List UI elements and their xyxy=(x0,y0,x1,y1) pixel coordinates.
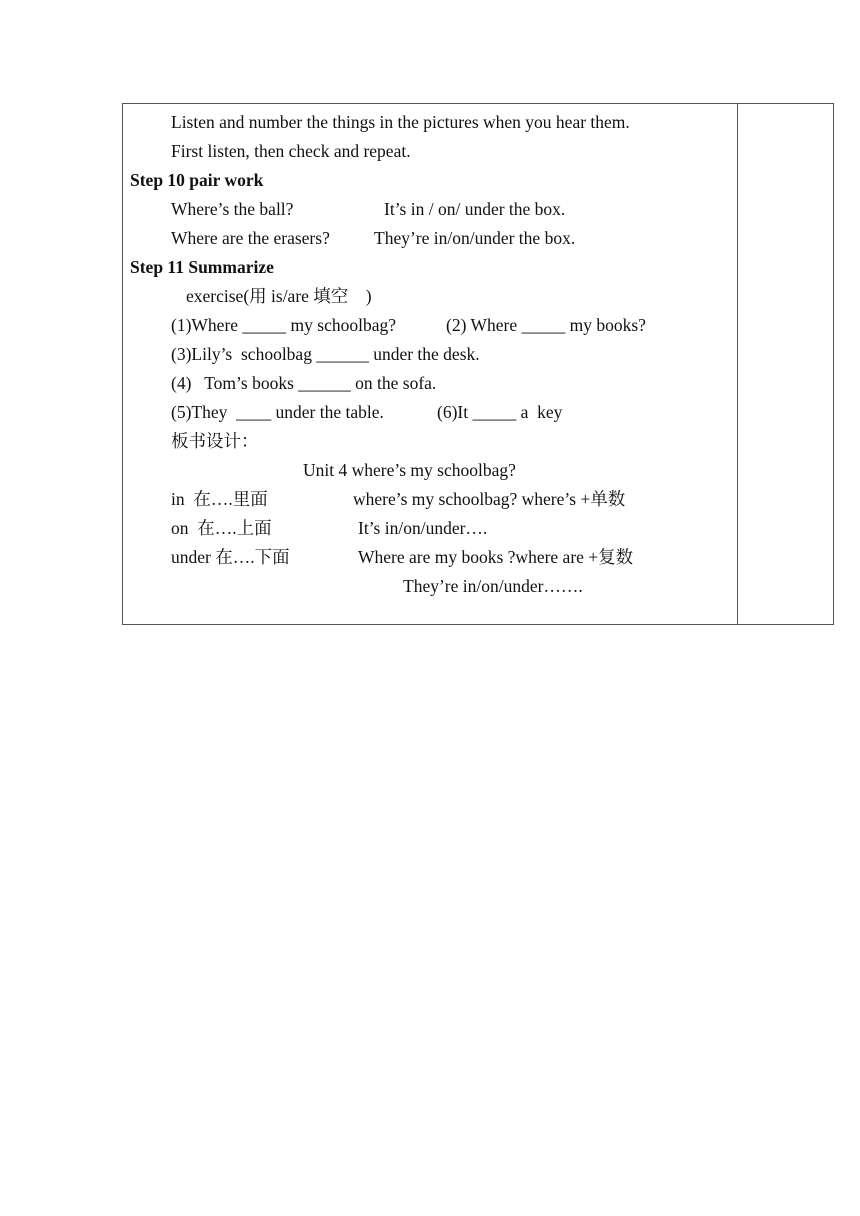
exercise-item-1: (1)Where _____ my schoolbag? xyxy=(171,315,396,335)
board-unit-title: Unit 4 where’s my schoolbag? xyxy=(303,460,516,480)
exercise-title: exercise(用 is/are 填空 ) xyxy=(186,286,372,306)
pair-answer-2: They’re in/on/under the box. xyxy=(374,228,576,248)
board-design-label: 板书设计： xyxy=(171,431,259,451)
exercise-item-2: (2) Where _____ my books? xyxy=(446,315,646,335)
board-on-word: on 在….上面 xyxy=(171,518,272,538)
board-on-note: It’s in/on/under…. xyxy=(358,518,488,538)
step-10-heading: Step 10 pair work xyxy=(130,170,264,190)
board-in-note: where’s my schoolbag? where’s +单数 xyxy=(353,489,626,509)
instruction-listen: Listen and number the things in the pictures when you hear them. xyxy=(171,112,630,132)
notes-column-divider xyxy=(737,104,738,624)
board-in-word: in 在….里面 xyxy=(171,489,268,509)
board-under-word: under 在….下面 xyxy=(171,547,290,567)
instruction-check: First listen, then check and repeat. xyxy=(171,141,411,161)
pair-answer-1: It’s in / on/ under the box. xyxy=(384,199,566,219)
pair-question-1: Where’s the ball? xyxy=(171,199,294,219)
pair-question-2: Where are the erasers? xyxy=(171,228,330,248)
lesson-table xyxy=(122,103,834,625)
exercise-item-6: (6)It _____ a key xyxy=(437,402,563,422)
exercise-item-3: (3)Lily’s schoolbag ______ under the desk. xyxy=(171,344,480,364)
board-under-note: Where are my books ?where are +复数 xyxy=(358,547,634,567)
step-11-heading: Step 11 Summarize xyxy=(130,257,274,277)
board-they-note: They’re in/on/under……. xyxy=(403,576,583,596)
exercise-item-4: (4) Tom’s books ______ on the sofa. xyxy=(171,373,437,393)
exercise-item-5: (5)They ____ under the table. xyxy=(171,402,384,422)
